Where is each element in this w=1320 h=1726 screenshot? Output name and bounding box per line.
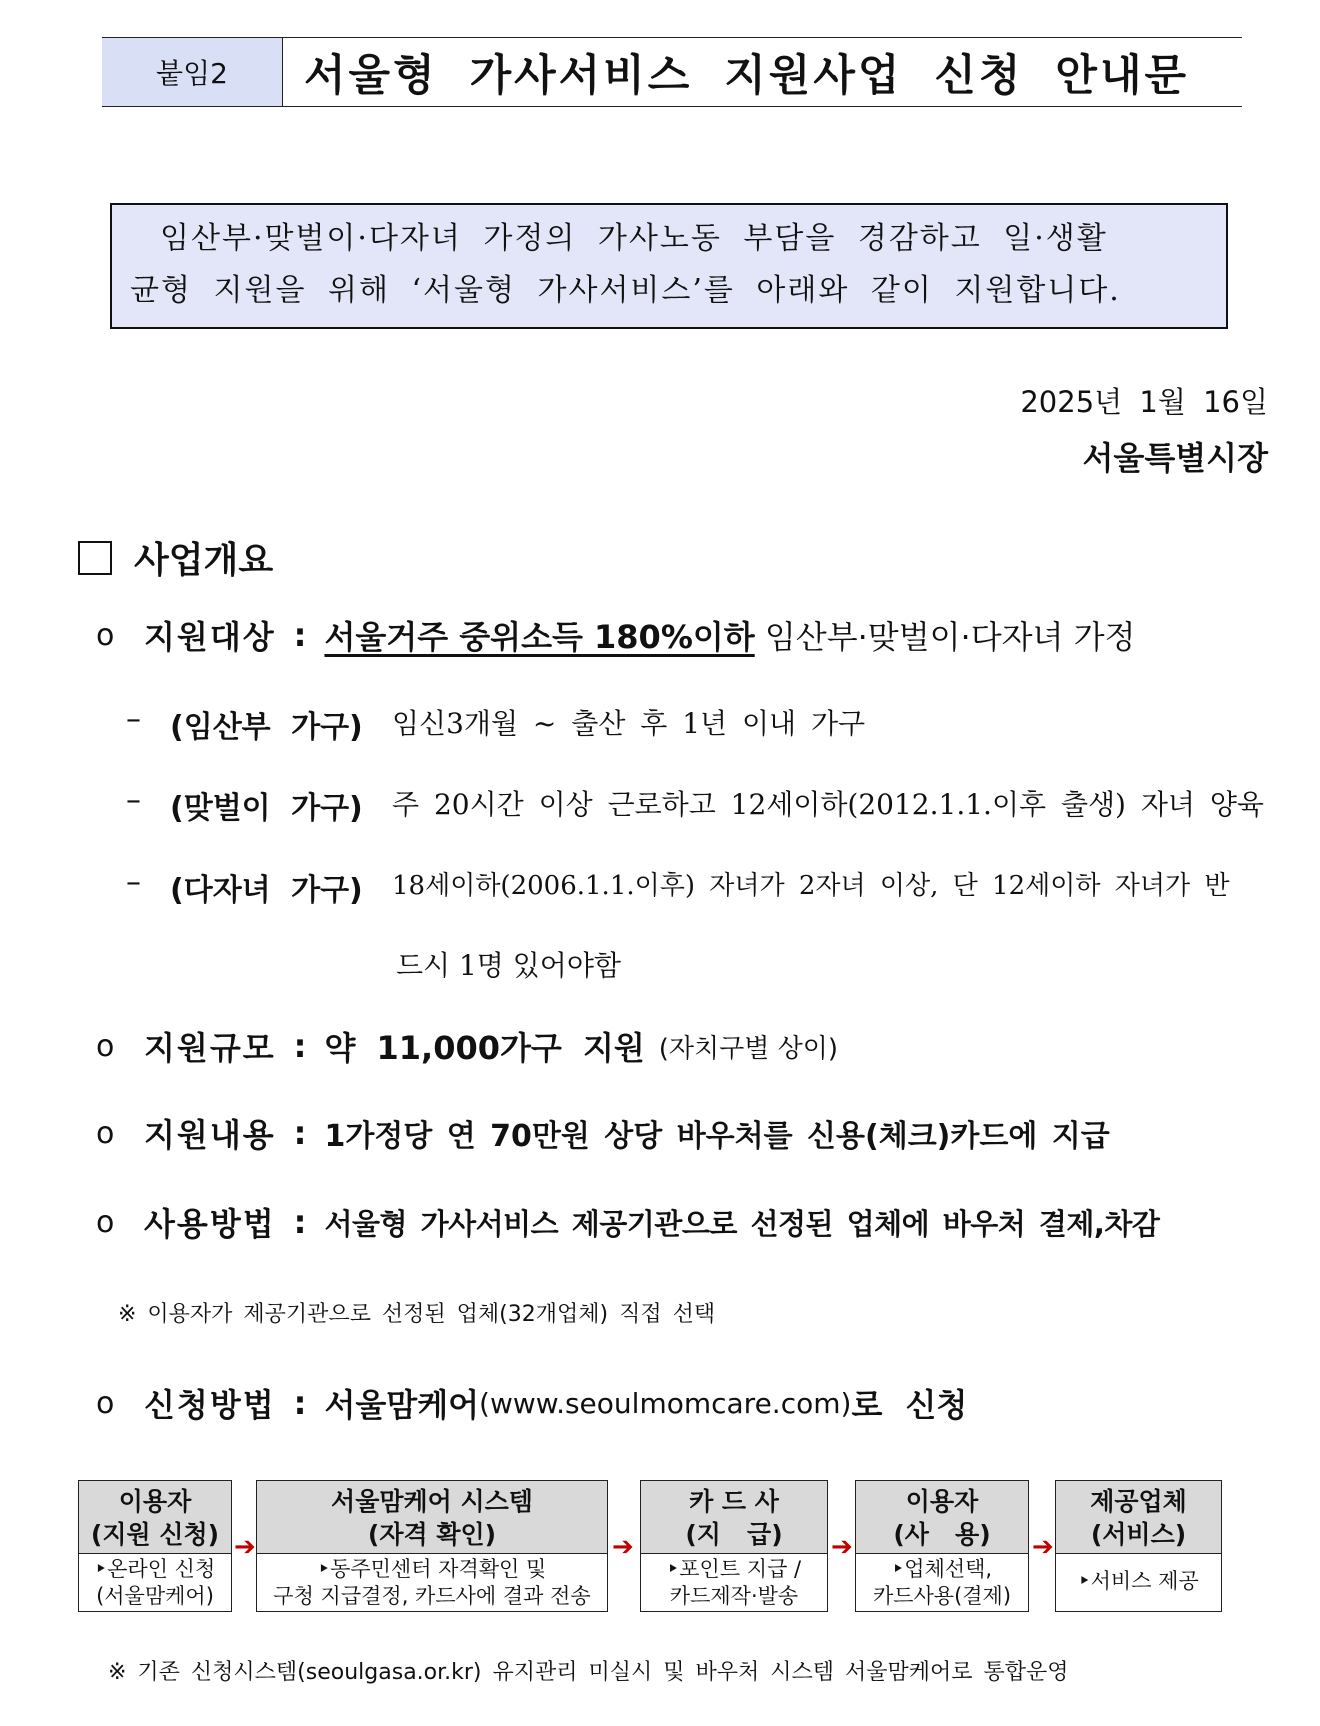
colon: : xyxy=(293,616,307,654)
item-note: (자치구별 상이) xyxy=(658,1033,839,1064)
flow-step-desc-2: 카드사용(결제) xyxy=(872,1584,1012,1608)
flow-arrow-icon: ➔ xyxy=(234,1532,256,1562)
subitem-dual xyxy=(126,783,1264,827)
item-scale xyxy=(96,1023,838,1069)
flow-step-subtitle: (사 용) xyxy=(893,1520,991,1549)
subitem-multi xyxy=(126,865,1229,909)
item-label: 신청방법 xyxy=(144,1386,276,1424)
flow-step-desc: ‣동주민센터 자격확인 및 xyxy=(317,1557,547,1581)
bullet: o xyxy=(96,1204,115,1240)
item-target xyxy=(96,612,1135,658)
item-label: 사용방법 xyxy=(144,1205,276,1243)
flow-step-service xyxy=(1055,1480,1222,1612)
intro-line-1: 임산부·맞벌이·다자녀 가정의 가사노동 부담을 경감하고 일·생활 xyxy=(160,221,1108,256)
flow-step-desc: ‣포인트 지급 / xyxy=(666,1557,802,1581)
item-content: 1가정당 연 70만원 상당 바우처를 신용(체크)카드에 지급 xyxy=(324,1119,1110,1154)
item-label: 지원대상 xyxy=(144,618,276,656)
target-underlined: 서울거주 중위소득 180%이하 xyxy=(324,618,755,656)
flow-step-verify xyxy=(256,1480,608,1612)
flow-arrow-icon: ➔ xyxy=(1032,1532,1054,1562)
flow-step-apply xyxy=(78,1480,232,1612)
dash: – xyxy=(126,783,141,818)
flow-step-title: 서울맘케어 시스템 xyxy=(331,1487,533,1516)
flow-step-subtitle: (서비스) xyxy=(1090,1520,1187,1549)
colon: : xyxy=(293,1114,307,1152)
subitem-pregnant xyxy=(126,702,865,746)
section-heading xyxy=(78,532,273,583)
footer-note: ※ 기존 신청시스템(seoulgasa.or.kr) 유지관리 미실시 및 바우처 시스템 서울맘케어로 통합운영 xyxy=(108,1660,1069,1685)
document-title: 서울형 가사서비스 지원사업 신청 안내문 xyxy=(304,50,1190,101)
item-usage xyxy=(96,1199,1159,1245)
subitem-content: 임신3개월 ~ 출산 후 1년 이내 가구 xyxy=(392,707,866,740)
flow-step-use xyxy=(855,1480,1029,1612)
apply-url-link[interactable]: (www.seoulmomcare.com) xyxy=(479,1386,852,1420)
bullet: o xyxy=(96,1028,115,1064)
flow-arrow-icon: ➔ xyxy=(612,1532,634,1562)
intro-line-2: 균형 지원을 위해 ‘서울형 가사서비스’를 아래와 같이 지원합니다. xyxy=(130,273,1121,308)
flow-step-title: 이용자 xyxy=(118,1487,192,1516)
issue-date: 2025년 1월 16일 xyxy=(1020,385,1268,419)
item-label: 지원규모 xyxy=(144,1029,276,1067)
usage-note: ※ 이용자가 제공기관으로 선정된 업체(32개업체) 직접 선택 xyxy=(118,1302,716,1327)
checkbox-square-icon xyxy=(78,541,112,575)
item-label: 지원내용 xyxy=(144,1116,276,1154)
colon: : xyxy=(293,1203,307,1241)
apply-suffix: 로 신청 xyxy=(851,1386,968,1424)
item-apply xyxy=(96,1380,967,1426)
subitem-content: 주 20시간 이상 근로하고 12세이하(2012.1.1.이후 출생) 자녀 양육 xyxy=(392,788,1264,821)
bullet: o xyxy=(96,617,115,653)
colon: : xyxy=(293,1384,307,1422)
section-title: 사업개요 xyxy=(134,540,274,581)
attachment-tag: 붙임2 xyxy=(102,38,283,106)
document-header xyxy=(102,37,1242,107)
flow-step-desc: ‣온라인 신청 xyxy=(94,1557,216,1581)
apply-service-name: 서울맘케어 xyxy=(324,1386,480,1424)
signer: 서울특별시장 xyxy=(1082,439,1268,477)
flow-step-subtitle: (자격 확인) xyxy=(367,1520,497,1549)
item-support xyxy=(96,1110,1110,1156)
flow-step-desc: ‣업체선택, xyxy=(891,1557,993,1581)
subitem-content: 18세이하(2006.1.1.이후) 자녀가 2자녀 이상, 단 12세이하 자녀가 반 xyxy=(392,871,1230,901)
intro-box xyxy=(110,203,1228,329)
flow-arrow-icon: ➔ xyxy=(831,1532,853,1562)
flow-step-payment xyxy=(640,1480,828,1612)
item-content: 약 11,000가구 지원 xyxy=(324,1029,645,1067)
flow-step-subtitle: (지 급) xyxy=(685,1520,783,1549)
dash: – xyxy=(126,702,141,737)
subitem-label: (다자녀 가구) xyxy=(170,873,363,908)
subitem-label: (임산부 가구) xyxy=(170,710,363,745)
target-rest: 임산부·맞벌이·다자녀 가정 xyxy=(754,618,1136,656)
bullet: o xyxy=(96,1385,115,1421)
dash: – xyxy=(126,865,141,900)
subitem-label: (맞벌이 가구) xyxy=(170,791,363,826)
item-content: 서울형 가사서비스 제공기관으로 선정된 업체에 바우처 결제,차감 xyxy=(324,1206,1160,1241)
flow-step-desc-2: (서울맘케어) xyxy=(96,1584,214,1608)
colon: : xyxy=(293,1027,307,1065)
flow-step-title: 카 드 사 xyxy=(689,1487,779,1516)
flow-step-desc-2: 카드제작·발송 xyxy=(669,1584,799,1608)
flow-step-desc: ‣서비스 제공 xyxy=(1078,1569,1199,1593)
flow-step-title: 이용자 xyxy=(905,1487,979,1516)
flow-step-subtitle: (지원 신청) xyxy=(90,1520,220,1549)
flow-step-title: 제공업체 xyxy=(1090,1487,1187,1516)
bullet: o xyxy=(96,1115,115,1151)
subitem-multi-continued: 드시 1명 있어야함 xyxy=(396,949,621,982)
flow-step-desc-2: 구청 지급결정, 카드사에 결과 전송 xyxy=(273,1584,591,1608)
